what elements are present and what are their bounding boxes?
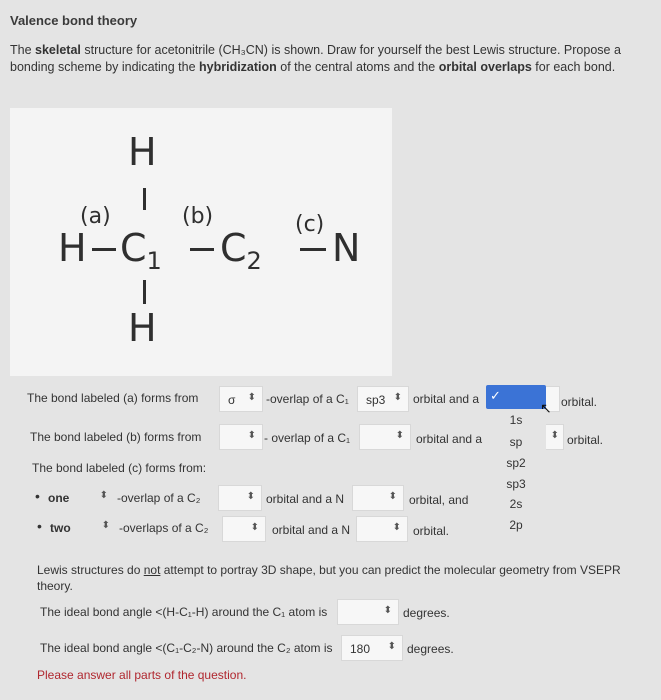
select-arrow-icon: ⬍ xyxy=(250,522,259,533)
atom-h-bottom: H xyxy=(128,306,157,350)
select-arrow-icon: ⬍ xyxy=(393,392,402,403)
bond-b-suffix: orbital. xyxy=(567,433,604,447)
bond-c-one-n-orbital-select[interactable] xyxy=(352,485,404,511)
angle2-select[interactable] xyxy=(341,635,403,661)
select-arrow-icon: ⬍ xyxy=(247,430,256,441)
select-arrow-icon: ⬍ xyxy=(387,641,396,652)
atom-n: N xyxy=(332,226,361,270)
bond-c-one-overlap-text: -overlap of a C₂ xyxy=(117,491,201,505)
select-arrow-icon: ⬍ xyxy=(550,430,559,441)
angle1-prefix: The ideal bond angle <(H-C₁-H) around the C₁ atom is xyxy=(40,605,328,619)
bond-c-prefix: The bond labeled (c) forms from: xyxy=(32,461,207,475)
select-arrow-icon: ⬍ xyxy=(247,392,256,403)
intro-part: of the central atoms and the xyxy=(276,60,439,74)
bond-c-two-suffix: orbital. xyxy=(413,524,450,538)
atom-c1 xyxy=(120,226,162,275)
select-arrow-icon: ⬍ xyxy=(395,430,404,441)
bond-label-a: (a) xyxy=(80,204,111,229)
atom-c2 xyxy=(220,226,262,275)
atom-h-left: H xyxy=(58,226,87,270)
dropdown-option-2p[interactable]: 2p xyxy=(509,518,523,532)
bond-a-mid: -overlap of a C₁ xyxy=(266,392,349,406)
select-arrow-icon: ⬍ xyxy=(99,490,108,501)
dropdown-option-sp2[interactable]: sp2 xyxy=(506,456,526,470)
bond-c-two-n-orbital-select[interactable] xyxy=(356,516,408,542)
bond-c-two-overlap-select[interactable] xyxy=(92,515,116,541)
intro-bold-skeletal: skeletal xyxy=(35,43,81,57)
bond-a-overlap-select[interactable] xyxy=(219,386,263,412)
validation-warning: Please answer all parts of the question. xyxy=(37,668,247,682)
atom-c1-subscript: 1 xyxy=(146,247,162,275)
bond-c1-c2 xyxy=(190,248,214,251)
bond-a-mid2: orbital and a xyxy=(413,392,480,406)
intro-text xyxy=(10,42,650,76)
intro-bold-orbital-overlaps: orbital overlaps xyxy=(438,60,532,74)
angle2-prefix: The ideal bond angle <(C₁-C₂-N) around the C₂ atom is xyxy=(40,641,333,655)
select-arrow-icon: ⬍ xyxy=(246,491,255,502)
bond-c-one-suffix: orbital, and xyxy=(409,493,469,507)
select-arrow-icon: ⬍ xyxy=(101,520,110,531)
lewis-vsepr-note: Lewis structures do not attempt to portray 3D shape, but you can predict the molecular geometry from VSEPR theory. xyxy=(37,563,621,593)
bond-c-two-overlap-text: -overlaps of a C₂ xyxy=(119,521,209,535)
bond-label-b: (b) xyxy=(182,204,214,229)
bond-b-mid: - overlap of a C₁ xyxy=(264,431,351,445)
bond-a-c1-orbital-select[interactable] xyxy=(357,386,409,412)
atom-h-top: H xyxy=(128,130,157,174)
page-title: Valence bond theory xyxy=(10,13,138,28)
bond-c-one-c2-orbital-select[interactable] xyxy=(218,485,262,511)
bond-b-overlap-select[interactable] xyxy=(219,424,263,450)
dropdown-option-1s[interactable]: 1s xyxy=(509,413,523,427)
intro-part: The xyxy=(10,43,36,57)
bond-c-two-c2-orbital-select[interactable] xyxy=(222,516,266,542)
atom-c1-symbol: C xyxy=(120,226,147,270)
bond-c-one-label: one xyxy=(48,491,70,505)
bullet-icon: • xyxy=(35,488,40,504)
atom-c2-subscript: 2 xyxy=(246,247,262,275)
bond-h-top-c1 xyxy=(143,188,146,210)
bond-b-c1-orbital-select[interactable] xyxy=(359,424,411,450)
dropdown-option-sp3[interactable]: sp3 xyxy=(506,477,526,491)
bond-a-prefix: The bond labeled (a) forms from xyxy=(27,391,199,405)
angle2-value: 180 xyxy=(350,642,371,656)
bond-c-one-overlap-select[interactable] xyxy=(90,485,114,511)
orbital-dropdown-list[interactable] xyxy=(486,385,546,535)
bullet-icon: • xyxy=(37,518,42,534)
lewis-not-emphasis: not xyxy=(143,563,161,577)
angle1-select[interactable] xyxy=(337,599,399,625)
skeletal-structure-figure xyxy=(10,108,392,376)
bond-b-mid2: orbital and a xyxy=(416,432,483,446)
bond-b-prefix: The bond labeled (b) forms from xyxy=(30,430,202,444)
select-arrow-icon: ⬍ xyxy=(383,605,392,616)
select-arrow-icon: ⬍ xyxy=(392,522,401,533)
bond-h-c1 xyxy=(92,248,116,251)
intro-part: structure for acetonitrile (CH₃CN) is shown. Draw for yourself the best Lewis structure. Propose a bonding scheme by indicating the xyxy=(10,43,621,74)
bond-label-c: (c) xyxy=(295,212,325,237)
bond-c-one-mid: orbital and a N xyxy=(266,492,345,506)
bond-c2-n xyxy=(300,248,326,251)
bond-a-overlap-value: σ xyxy=(228,393,236,407)
bond-a-suffix: orbital. xyxy=(561,395,598,409)
atom-c2-symbol: C xyxy=(220,226,247,270)
angle2-suffix: degrees. xyxy=(407,642,454,656)
bond-c-two-mid: orbital and a N xyxy=(272,523,351,537)
dropdown-option-sp[interactable]: sp xyxy=(509,435,523,449)
intro-bold-hybridization: hybridization xyxy=(199,60,277,74)
bond-b-h-orbital-select[interactable] xyxy=(546,424,564,450)
bond-c1-h-bottom xyxy=(143,280,146,304)
intro-part: for each bond. xyxy=(531,60,616,74)
bond-c-two-label: two xyxy=(50,521,71,535)
angle1-suffix: degrees. xyxy=(403,606,450,620)
checkmark-icon: ✓ xyxy=(490,388,501,403)
dropdown-option-2s[interactable]: 2s xyxy=(509,497,523,511)
select-arrow-icon: ⬍ xyxy=(388,491,397,502)
dropdown-selected-row[interactable] xyxy=(486,385,546,409)
bond-a-c1-orbital-value: sp3 xyxy=(366,393,386,407)
mouse-cursor-icon: ↖ xyxy=(540,400,552,416)
